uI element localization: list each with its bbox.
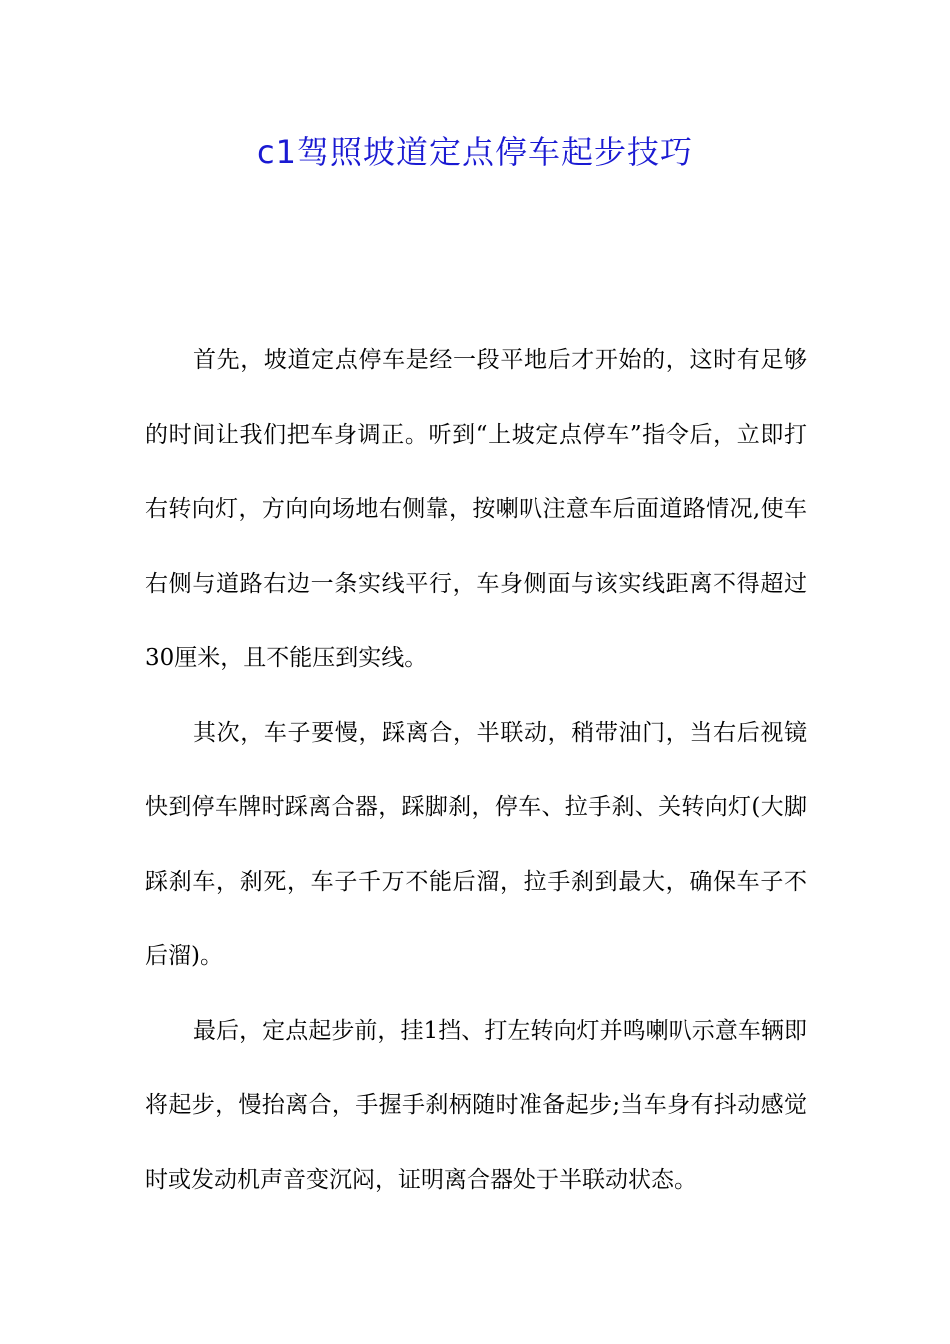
paragraph-3: 最后，定点起步前，挂1挡、打左转向灯并鸣喇叭示意车辆即将起步，慢抬离合，手握手刹柄随时准备起步;当车身有抖动感觉时或发动机声音变沉闷，证明离合器处于半联动状态。	[145, 1017, 807, 1193]
paragraph-2: 其次，车子要慢，踩离合，半联动，稍带油门，当右后视镜快到停车牌时踩离合器，踩脚刹，停车、拉手刹、关转向灯(大脚踩刹车，刹死，车子千万不能后溜，拉手刹到最大，确保车子不后溜)。	[145, 719, 807, 969]
page-title: c1驾照坡道定点停车起步技巧	[257, 133, 693, 171]
paragraph-1: 首先，坡道定点停车是经一段平地后才开始的，这时有足够的时间让我们把车身调正。听到“上坡定点停车”指令后，立即打右转向灯，方向向场地右侧靠，按喇叭注意车后面道路情况,使车右侧与道路右边一条实线平行，车身侧面与该实线距离不得超过30厘米，且不能压到实线。	[145, 347, 807, 671]
document-body	[145, 323, 807, 1217]
